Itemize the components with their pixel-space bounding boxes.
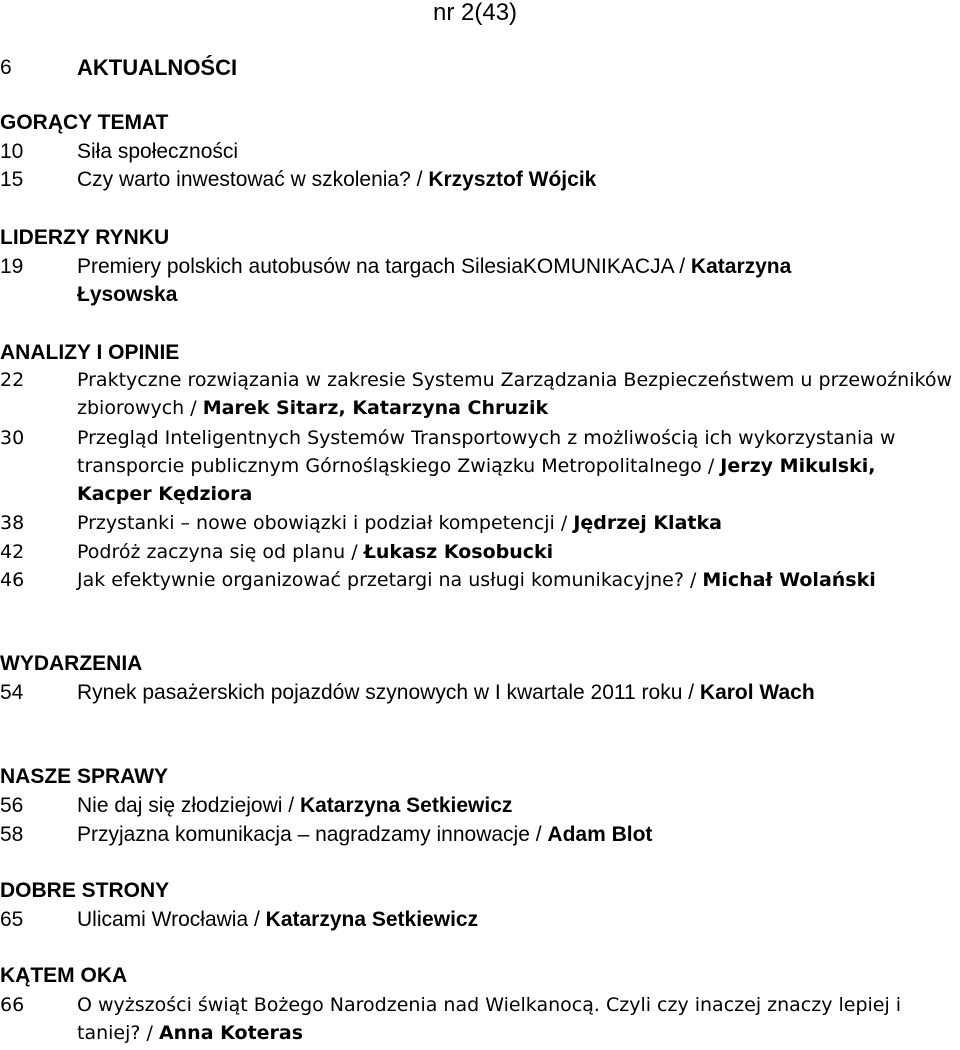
toc-entry (77, 253, 857, 309)
entry-page-number: 22 (0, 369, 25, 391)
entry-page-number: 46 (0, 569, 25, 591)
entry-title: Podróż zaczyna się od planu / (77, 541, 364, 563)
entry-page-number: 38 (0, 512, 25, 534)
entry-author: Katarzyna Setkiewicz (265, 908, 479, 931)
section-title: ANALIZY I OPINIE (0, 341, 180, 364)
entry-page-number: 42 (0, 541, 25, 563)
news-section-title: AKTUALNOŚCI (77, 55, 238, 80)
toc-entry (77, 509, 957, 537)
entry-page-number: 66 (0, 994, 25, 1016)
entry-author: Marek Sitarz, Katarzyna Chruzik (202, 397, 549, 419)
section-title: GORĄCY TEMAT (0, 111, 169, 134)
toc-entry (77, 991, 957, 1047)
entry-author: Krzysztof Wójcik (428, 168, 597, 191)
section-title: KĄTEM OKA (0, 964, 128, 987)
entry-page-number: 15 (0, 168, 24, 191)
entry-author: Adam Blot (547, 823, 653, 846)
section-title: LIDERZY RYNKU (0, 226, 170, 249)
entry-title: Jak efektywnie organizować przetargi na usługi komunikacyjne? / (77, 569, 703, 591)
entry-title: Przystanki – nowe obowiązki i podział kompetencji / (77, 512, 574, 534)
entry-title: Przyjazna komunikacja – nagradzamy innowacje / (77, 823, 548, 846)
entry-author: Michał Wolański (702, 569, 876, 591)
entry-title: Czy warto inwestować w szkolenia? / (77, 168, 429, 191)
entry-page-number: 65 (0, 908, 24, 931)
toc-entry (77, 366, 957, 422)
toc-entry (77, 792, 957, 820)
section-title: WYDARZENIA (0, 652, 143, 675)
section-title: DOBRE STRONY (0, 879, 170, 902)
entry-title: Ulicami Wrocławia / (77, 908, 266, 931)
toc-entry (77, 424, 897, 508)
toc-entry (77, 166, 957, 194)
entry-author: Jerzy Mikulski, Kacper Kędziora (77, 455, 876, 505)
entry-page-number: 54 (0, 681, 24, 704)
entry-author: Karol Wach (699, 681, 815, 704)
toc-entry (77, 821, 957, 849)
entry-title: Praktyczne rozwiązania w zakresie Systemu Zarządzania Bezpieczeństwem u przewoźników zbiorowych / (77, 369, 952, 419)
toc-entry (77, 679, 957, 707)
entry-author: Łukasz Kosobucki (363, 541, 554, 563)
entry-title: O wyższości świąt Bożego Narodzenia nad Wielkanocą. Czyli czy inaczej znaczy lepiej i taniej? / (77, 994, 902, 1044)
toc-entry (77, 138, 957, 166)
entry-author: Jędrzej Klatka (573, 512, 722, 534)
toc-entry (77, 566, 957, 594)
section-title: NASZE SPRAWY (0, 765, 169, 788)
entry-title: Nie daj się złodziejowi / (77, 794, 300, 817)
issue-number: nr 2(43) (433, 0, 518, 26)
news-page-number: 6 (0, 56, 12, 79)
entry-page-number: 30 (0, 427, 25, 449)
toc-entry (77, 538, 957, 566)
entry-author: Katarzyna Setkiewicz (299, 794, 513, 817)
entry-page-number: 10 (0, 140, 24, 163)
toc-entry (77, 906, 957, 934)
entry-page-number: 58 (0, 823, 24, 846)
entry-author: Anna Koteras (158, 1022, 304, 1044)
entry-title: Rynek pasażerskich pojazdów szynowych w I kwartale 2011 roku / (77, 681, 700, 704)
entry-title: Siła społeczności (77, 140, 239, 163)
entry-author: Katarzyna Łysowska (77, 255, 792, 306)
entry-title: Premiery polskich autobusów na targach SilesiaKOMUNIKACJA / (77, 255, 691, 278)
entry-title: Przegląd Inteligentnych Systemów Transportowych z możliwością ich wykorzystania w transporcie publicznym Górnośląskiego Związku Metropolitalnego / (77, 427, 896, 477)
entry-page-number: 19 (0, 255, 24, 278)
entry-page-number: 56 (0, 794, 24, 817)
